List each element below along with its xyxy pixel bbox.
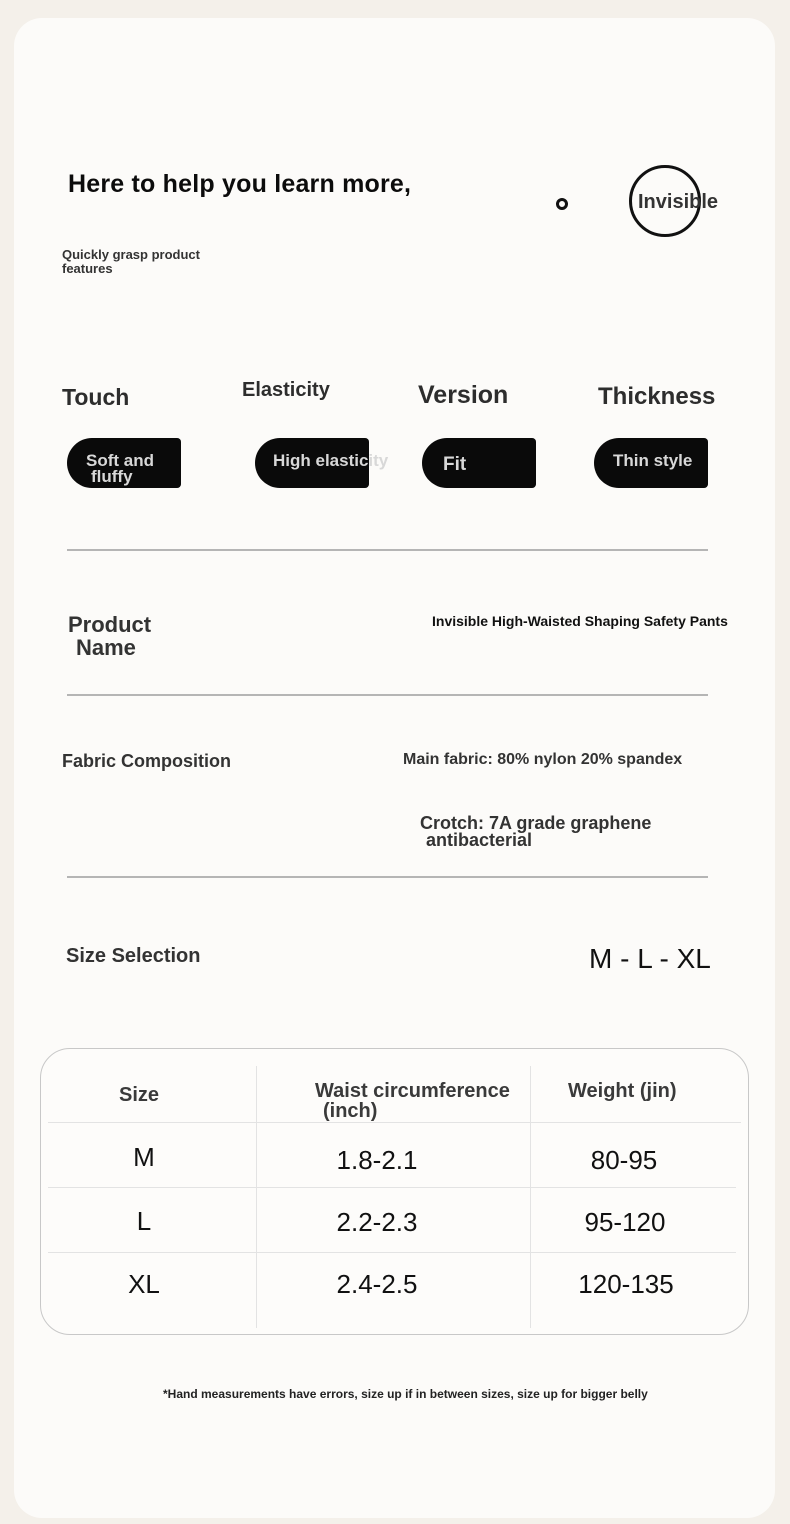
pill-text-touch-1: Soft and	[86, 451, 154, 470]
table-header-size: Size	[119, 1084, 160, 1106]
feature-pill-version	[422, 438, 536, 488]
table-cell-waist: 2.4-2.5	[336, 1269, 418, 1299]
table-row-divider	[48, 1187, 736, 1188]
pill-text-touch-2: fluffy	[91, 467, 133, 486]
table-cell-waist: 2.2-2.3	[336, 1207, 418, 1237]
product-name-label-1: Product	[68, 612, 152, 637]
table-header-weight: Weight (jin)	[568, 1080, 677, 1102]
divider	[67, 694, 708, 696]
fabric-crotch-1: Crotch: 7A grade graphene	[420, 813, 652, 833]
fabric-label: Fabric Composition	[62, 751, 232, 771]
table-cell-weight: 80-95	[590, 1145, 658, 1175]
table-header-waist: Waist circumference	[315, 1080, 510, 1102]
fabric-crotch-2: antibacterial	[426, 830, 533, 850]
size-selection-value: M - L - XL	[589, 943, 711, 974]
divider	[67, 549, 708, 551]
table-row-divider	[48, 1252, 736, 1253]
table-column-divider	[256, 1066, 257, 1328]
fabric-main: Main fabric: 80% nylon 20% spandex	[403, 751, 683, 768]
feature-label-touch: Touch	[62, 384, 130, 410]
table-cell-size: L	[136, 1206, 152, 1236]
pill-text-elasticity: High elasticity	[273, 451, 389, 470]
table-cell-weight: 95-120	[584, 1207, 666, 1237]
headline: Here to help you learn more,	[68, 170, 412, 198]
feature-label-elasticity: Elasticity	[242, 379, 330, 401]
product-name-label-2: Name	[76, 635, 136, 660]
table-cell-weight: 120-135	[578, 1269, 674, 1299]
table-cell-waist: 1.8-2.1	[336, 1145, 418, 1175]
table-column-divider	[530, 1066, 531, 1328]
pill-text-version: Fit	[443, 454, 467, 475]
table-cell-size: XL	[128, 1269, 160, 1299]
table-cell-size: M	[133, 1142, 155, 1172]
product-name-value: Invisible High-Waisted Shaping Safety Pants	[432, 613, 728, 629]
feature-label-thickness: Thickness	[598, 383, 716, 410]
footnote: *Hand measurements have errors, size up if in between sizes, size up for bigger belly	[163, 1387, 648, 1401]
small-circle-icon	[556, 198, 568, 210]
pill-text-thickness: Thin style	[613, 451, 693, 470]
size-selection-label: Size Selection	[66, 945, 201, 967]
table-row-divider	[48, 1122, 741, 1123]
feature-label-version: Version	[418, 381, 509, 409]
badge-text: Invisible	[638, 191, 719, 213]
divider	[67, 876, 708, 878]
subtitle: Quickly grasp product features	[62, 247, 200, 276]
table-header-waist-unit: (inch)	[323, 1100, 378, 1122]
